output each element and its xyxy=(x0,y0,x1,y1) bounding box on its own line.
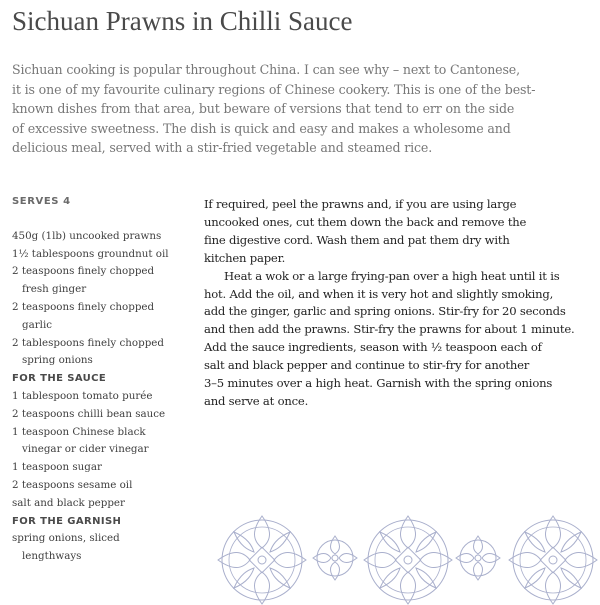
method-text xyxy=(204,196,596,411)
decorative-ornament-band xyxy=(0,500,600,605)
ingredient-line: 2 teaspoons sesame oil xyxy=(12,478,133,491)
intro-line: known dishes from that area, but beware of versions that tend to err on the side xyxy=(12,101,515,117)
method-line: If required, peel the prawns and, if you are using large xyxy=(204,197,517,211)
ornament-motif xyxy=(313,536,357,580)
ingredient-line: 450g (1lb) uncooked prawns xyxy=(12,229,162,242)
ingredient-line: 2 tablespoons finely chopped xyxy=(12,336,164,349)
ingredient-list xyxy=(12,228,202,370)
method-line: uncooked ones, cut them down the back and remove the xyxy=(204,214,527,229)
method-line: Add the sauce ingredients, season with ½ teaspoon each of xyxy=(204,340,542,355)
ingredient-line: 1 teaspoon Chinese black xyxy=(12,425,146,438)
ingredient-line: salt and black pepper xyxy=(12,496,125,509)
method-line: 3–5 minutes over a high heat. Garnish with the spring onions xyxy=(204,376,553,391)
intro-line: it is one of my favourite culinary regions of Chinese cookery. This is one of the best- xyxy=(12,81,536,97)
serves-heading: SERVES 4 xyxy=(12,196,71,207)
ingredient-line: garlic xyxy=(22,318,53,331)
method-line: and then add the prawns. Stir-fry the prawns for about 1 minute. xyxy=(204,322,575,337)
ingredient-line: fresh ginger xyxy=(22,283,87,296)
ingredient-line: 2 teaspoons finely chopped xyxy=(12,265,155,278)
ingredient-line: 2 teaspoons chilli bean sauce xyxy=(12,407,166,420)
ornament-motif xyxy=(218,516,306,604)
recipe-title: Sichuan Prawns in Chilli Sauce xyxy=(12,6,353,36)
method-line: and serve at once. xyxy=(204,393,309,408)
method-line: add the ginger, garlic and spring onions. Stir-fry for 20 seconds xyxy=(204,304,566,319)
method-line: fine digestive cord. Wash them and pat them dry with xyxy=(204,232,510,247)
ornament-motif xyxy=(364,516,452,604)
sauce-ingredient-list xyxy=(12,388,202,513)
ingredient-line: 2 teaspoons finely chopped xyxy=(12,300,155,313)
intro-line: Sichuan cooking is popular throughout China. I can see why – next to Cantonese, xyxy=(12,62,520,77)
intro-line: of excessive sweetness. The dish is quick and easy and makes a wholesome and xyxy=(12,120,511,136)
ornament-motif xyxy=(456,536,500,580)
ingredient-line: 1 teaspoon sugar xyxy=(12,461,102,474)
method-line: Heat a wok or a large frying-pan over a high heat until it is xyxy=(224,268,560,283)
method-line: hot. Add the oil, and when it is very hot and slightly smoking, xyxy=(204,286,554,301)
garnish-heading: FOR THE GARNISH xyxy=(12,515,122,527)
ingredient-line: lengthways xyxy=(22,550,82,563)
ingredient-line: spring onions, sliced xyxy=(12,532,120,545)
ingredient-line: vinegar or cider vinegar xyxy=(22,443,149,456)
ingredient-line: 1½ tablespoons groundnut oil xyxy=(12,247,169,260)
ornament-motif xyxy=(509,516,597,604)
method-line: salt and black pepper and continue to stir-fry for another xyxy=(204,358,530,373)
intro-line: delicious meal, served with a stir-fried vegetable and steamed rice. xyxy=(12,140,433,156)
method-line: kitchen paper. xyxy=(204,250,286,265)
ingredient-line: 1 tablespoon tomato purée xyxy=(12,389,153,402)
recipe-intro xyxy=(12,60,597,158)
ingredient-line: spring onions xyxy=(22,354,93,367)
sauce-heading: FOR THE SAUCE xyxy=(12,373,107,385)
